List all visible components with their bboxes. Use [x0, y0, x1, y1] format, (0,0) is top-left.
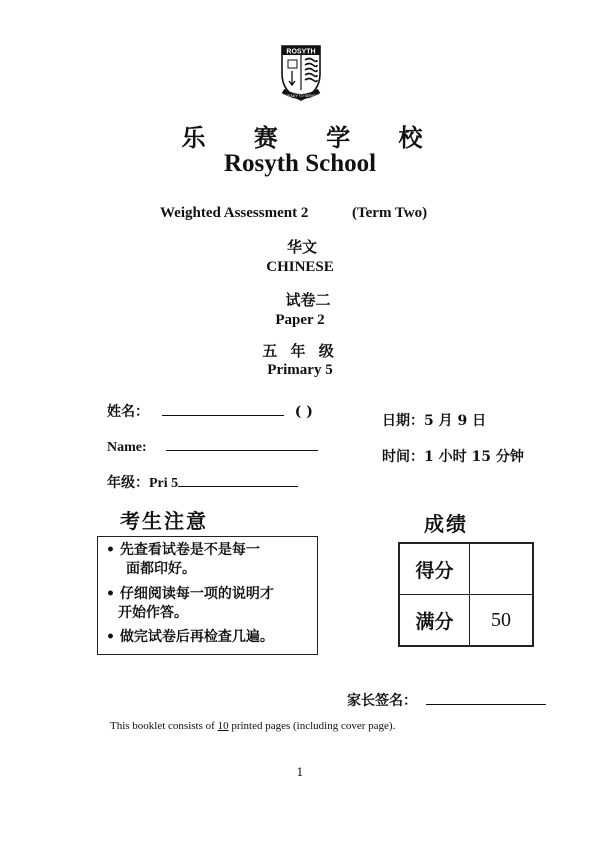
score-label: 得分 [400, 544, 470, 595]
assessment-term: (Term Two) [352, 205, 428, 221]
grade-field [107, 472, 298, 492]
name-en-field[interactable] [107, 436, 318, 456]
crest-top-text: ROSYTH [286, 48, 316, 56]
parent-signature-field[interactable] [347, 690, 546, 710]
notice-item-1-line-1: • 先查看试卷是不是每一 [106, 542, 260, 558]
exam-time: 时间：1 小时 15 分钟 [382, 449, 524, 465]
subject-chinese: 华文 [286, 238, 317, 256]
full-marks-label: 满分 [400, 595, 470, 646]
level-chinese: 五 年 级 [262, 342, 338, 360]
name-en-label: Name: [107, 440, 147, 455]
results-heading: 成绩 [424, 512, 468, 536]
assessment-title: Weighted Assessment 2 [160, 205, 309, 221]
parent-signature-label: 家长签名： [347, 693, 417, 709]
name-cn-label: 姓名： [107, 404, 149, 420]
crest-motto: READY TO SERVE [285, 94, 317, 98]
parent-signature-blank[interactable] [426, 690, 546, 705]
full-marks-value: 50 [470, 595, 533, 646]
class-number-paren: ( ) [294, 404, 313, 420]
notice-heading: 考生注意 [120, 509, 208, 533]
grade-value: Pri 5 [149, 476, 179, 491]
school-name-chinese: 乐 赛 学 校 [181, 123, 443, 152]
notice-item-2 [106, 585, 313, 623]
notice-item-1 [106, 541, 313, 579]
grade-blank [178, 472, 298, 487]
school-crest [279, 44, 323, 102]
score-table [398, 542, 534, 647]
score-value-cell[interactable] [470, 544, 533, 595]
subject-english: CHINESE [266, 259, 334, 275]
name-en-blank[interactable] [166, 436, 318, 451]
notice-box [97, 536, 318, 655]
notice-item-2-line-1: • 仔细阅读每一项的说明才 [106, 586, 274, 602]
notice-item-3 [106, 628, 313, 647]
notice-item-2-line-2: 开始作答。 [118, 605, 188, 621]
booklet-note-post: printed pages (including cover page). [228, 720, 396, 732]
page-number: 1 [296, 766, 304, 779]
paper-english: Paper 2 [275, 312, 325, 328]
paper-chinese: 试卷二 [285, 291, 331, 309]
grade-label: 年级： [107, 475, 149, 491]
booklet-page-count: 10 [217, 720, 229, 732]
notice-item-3-line-1: • 做完试卷后再检查几遍。 [106, 629, 274, 645]
booklet-note [110, 720, 395, 732]
booklet-note-pre: This booklet consists of [110, 720, 218, 732]
school-name-english: Rosyth School [223, 150, 377, 177]
notice-item-1-line-2: 面都印好。 [126, 561, 196, 577]
name-cn-blank[interactable] [162, 401, 284, 416]
exam-date: 日期：5 月 9 日 [382, 413, 487, 429]
name-cn-field[interactable] [107, 401, 313, 421]
crest-emblem [279, 44, 323, 102]
level-english: Primary 5 [267, 362, 333, 378]
